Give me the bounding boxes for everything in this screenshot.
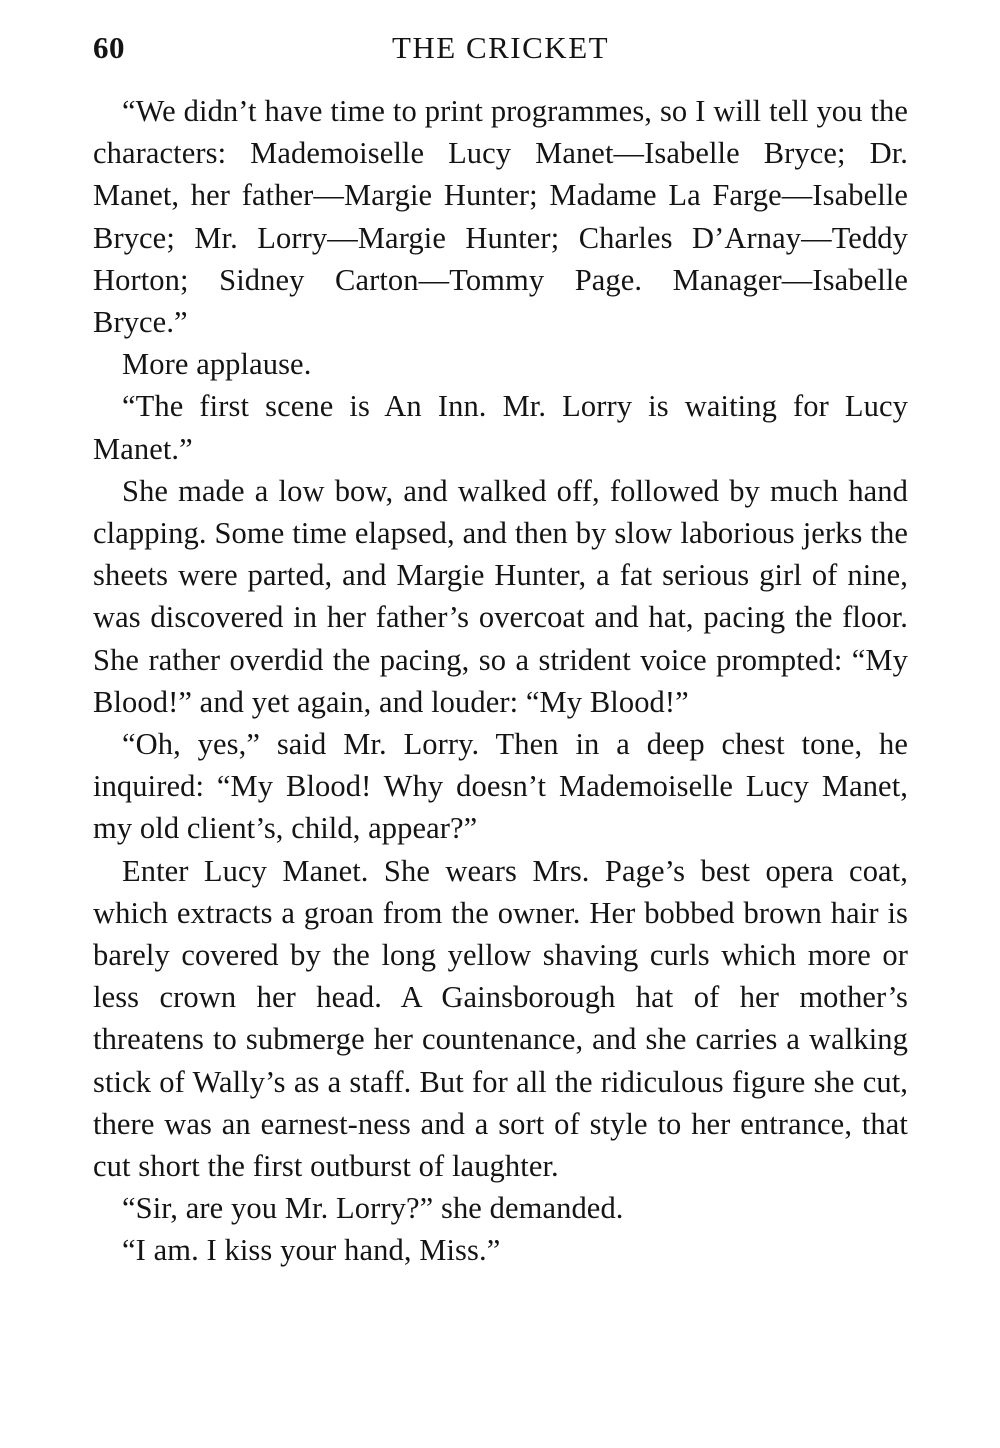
paragraph-enter-lucy: Enter Lucy Manet. She wears Mrs. Page’s best opera coat, which extracts a groan from the owner. Her bobbed brown hair is barely covered by the long yellow shaving curls which more or less crown her head. A Gainsborough hat of her mother’s threatens to submerge her countenance, and she carries a walking stick of Wally’s as a staff. But for all the ridiculous figure she cut, there was an earnest-ness and a sort of style to her entrance, that cut short the first outburst of laughter. — [93, 853, 908, 1184]
running-title: THE CRICKET — [391, 30, 610, 65]
running-head — [93, 30, 908, 74]
body-text — [93, 90, 908, 1272]
paragraph-characters-list: “We didn’t have time to print programmes, so I will tell you the characters: Mademoiselle Lucy Manet—Isabelle Bryce; Dr. Manet, her father—Margie Hunter; Madame La Farge—Isabelle Bryce; Mr. Lorry—Margie Hunter; Charles D’Arnay—Teddy Horton; Sidney Carton—Tommy Page. Manager—Isabelle Bryce.” — [93, 94, 908, 340]
paragraph-applause: More applause. — [122, 347, 312, 382]
paragraph-margie-pacing: She made a low bow, and walked off, followed by much hand clapping. Some time elapsed, and then by slow laborious jerks the sheets were parted, and Margie Hunter, a fat serious girl of nine, was discovered in her father’s overcoat and hat, pacing the floor. She rather overdid the pacing, so a strident voice prompted: “My Blood!” and yet again, and louder: “My Blood!” — [93, 473, 908, 719]
page-number: 60 — [93, 30, 125, 65]
paragraph-first-scene: “The first scene is An Inn. Mr. Lorry is waiting for Lucy Manet.” — [93, 389, 908, 466]
paragraph-mr-lorry-inquires: “Oh, yes,” said Mr. Lorry. Then in a deep chest tone, he inquired: “My Blood! Why doesn’t Mademoiselle Lucy Manet, my old client’s, child, appear?” — [93, 727, 908, 846]
paragraph-lucy-demands: “Sir, are you Mr. Lorry?” she demanded. — [122, 1191, 624, 1226]
paragraph-lorry-reply: “I am. I kiss your hand, Miss.” — [122, 1233, 501, 1268]
